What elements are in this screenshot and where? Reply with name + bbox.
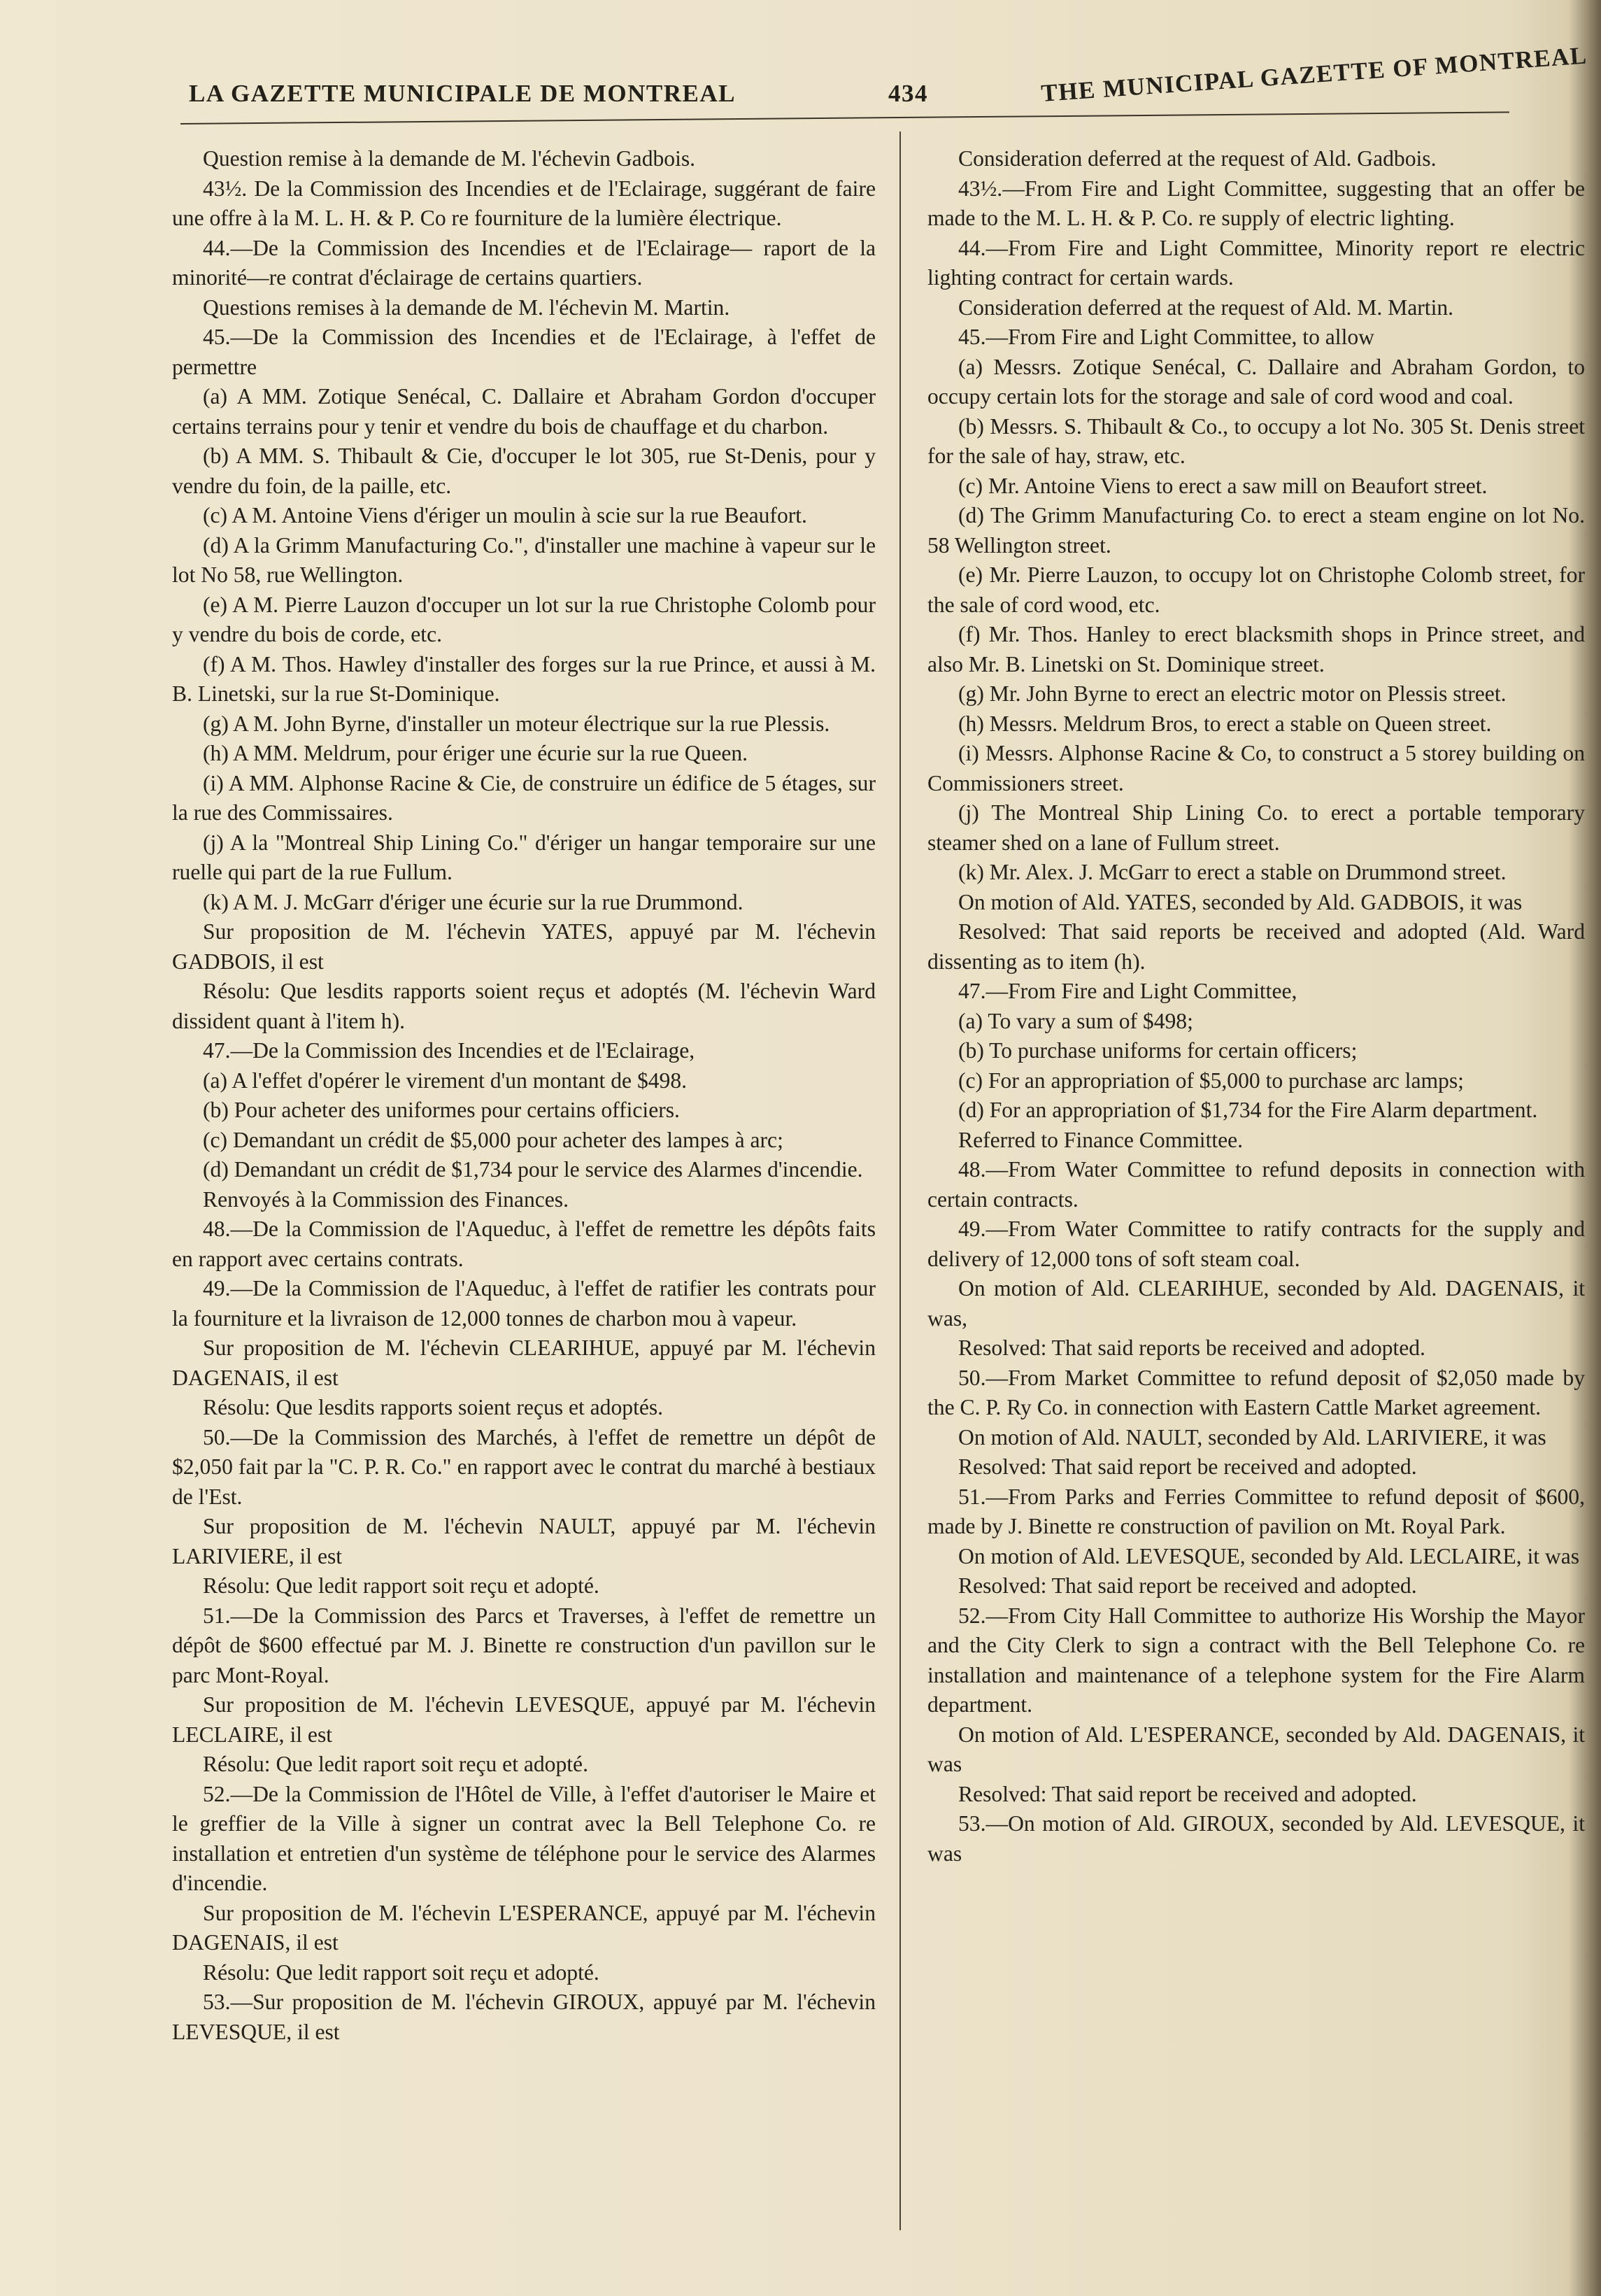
french-paragraph: Renvoyés à la Commission des Finances. bbox=[203, 1186, 569, 1212]
english-paragraph: (b) To purchase uniforms for certain officers; bbox=[958, 1038, 1358, 1063]
english-column bbox=[927, 144, 1585, 1869]
english-paragraph: (j) The Montreal Ship Lining Co. to erect a portable temporary steamer shed on a lane of Fullum street. bbox=[927, 800, 1585, 855]
french-column bbox=[172, 144, 876, 2047]
english-paragraph: 45.—From Fire and Light Committee, to allow bbox=[958, 325, 1374, 349]
french-paragraph: (h) A MM. Meldrum, pour ériger une écurie sur la rue Queen. bbox=[203, 741, 748, 765]
french-paragraph: (a) A l'effet d'opérer le virement d'un montant de $498. bbox=[203, 1068, 688, 1093]
french-paragraph: (a) A MM. Zotique Senécal, C. Dallaire et Abraham Gordon d'occuper certains terrains pour y tenir et vendre du bois de chauffage et du charbon. bbox=[172, 384, 876, 439]
english-paragraph: 44.—From Fire and Light Committee, Minority report re electric lighting contract for certain wards. bbox=[927, 235, 1585, 290]
english-paragraph: 52.—From City Hall Committee to authorize His Worship the Mayor and the City Clerk to sign a contract with the Bell Telephone Co. re installation and maintenance of a telephone system for the Fire Alarm department. bbox=[927, 1603, 1585, 1717]
english-paragraph: (e) Mr. Pierre Lauzon, to occupy lot on Christophe Colomb street, for the sale of cord wood, etc. bbox=[927, 562, 1585, 617]
english-paragraph: 53.—On motion of Ald. GIROUX, seconded by Ald. LEVESQUE, it was bbox=[927, 1811, 1585, 1866]
french-paragraph: 52.—De la Commission de l'Hôtel de Ville, à l'effet d'autoriser le Maire et le greffier de la Ville à signer un contrat avec la Bell Telephone Co. re installation et entretien d'un système de téléphone pour le service des Alarmes d'incendie. bbox=[172, 1781, 876, 1895]
french-paragraph: 51.—De la Commission des Parcs et Traverses, à l'effet de remettre un dépôt de $600 effectué par M. J. Binette re construction d'un pavillon sur le parc Mont-Royal. bbox=[172, 1603, 876, 1687]
french-paragraph: Questions remises à la demande de M. l'échevin M. Martin. bbox=[203, 295, 730, 320]
english-paragraph: On motion of Ald. CLEARIHUE, seconded by Ald. DAGENAIS, it was, bbox=[927, 1276, 1585, 1331]
english-paragraph: (a) To vary a sum of $498; bbox=[958, 1008, 1193, 1033]
english-paragraph: (i) Messrs. Alphonse Racine & Co, to construct a 5 storey building on Commissioners street. bbox=[927, 741, 1585, 795]
english-paragraph: (a) Messrs. Zotique Senécal, C. Dallaire and Abraham Gordon, to occupy certain lots for the storage and sale of cord wood and coal. bbox=[927, 354, 1585, 409]
english-paragraph: On motion of Ald. NAULT, seconded by Ald. LARIVIERE, it was bbox=[958, 1424, 1546, 1450]
french-paragraph: 43½. De la Commission des Incendies et de l'Eclairage, suggérant de faire une offre à la M. L. H. & P. Co re fourniture de la lumière électrique. bbox=[172, 176, 876, 230]
english-paragraph: (b) Messrs. S. Thibault & Co., to occupy a lot No. 305 St. Denis street for the sale of hay, straw, etc. bbox=[927, 413, 1585, 468]
english-paragraph: Referred to Finance Committee. bbox=[958, 1127, 1244, 1152]
french-paragraph: (d) A la Grimm Manufacturing Co.", d'installer une machine à vapeur sur le lot No 58, rue Wellington. bbox=[172, 532, 876, 587]
english-paragraph: Consideration deferred at the request of Ald. Gadbois. bbox=[958, 146, 1437, 171]
column-divider bbox=[899, 132, 901, 2230]
header-french-title: LA GAZETTE MUNICIPALE DE MONTREAL bbox=[189, 80, 737, 107]
english-paragraph: Resolved: That said report be received and adopted. bbox=[958, 1781, 1417, 1806]
english-paragraph: On motion of Ald. L'ESPERANCE, seconded by Ald. DAGENAIS, it was bbox=[927, 1722, 1585, 1776]
french-paragraph: (e) A M. Pierre Lauzon d'occuper un lot sur la rue Christophe Colomb pour y vendre du bois de corde, etc. bbox=[172, 592, 876, 646]
french-paragraph: Sur proposition de M. l'échevin LEVESQUE, appuyé par M. l'échevin LECLAIRE, il est bbox=[172, 1692, 876, 1747]
page-number: 434 bbox=[888, 80, 928, 107]
french-paragraph: 49.—De la Commission de l'Aqueduc, à l'effet de ratifier les contrats pour la fourniture et la livraison de 12,000 tonnes de charbon mou à vapeur. bbox=[172, 1276, 876, 1331]
english-paragraph: 43½.—From Fire and Light Committee, suggesting that an offer be made to the M. L. H. & P. Co. re supply of electric lighting. bbox=[927, 176, 1585, 230]
french-paragraph: (j) A la "Montreal Ship Lining Co." d'ériger un hangar temporaire sur une ruelle qui part de la rue Fullum. bbox=[172, 830, 876, 884]
french-paragraph: (c) A M. Antoine Viens d'ériger un moulin à scie sur la rue Beaufort. bbox=[203, 503, 807, 527]
english-paragraph: (d) The Grimm Manufacturing Co. to erect a steam engine on lot No. 58 Wellington street. bbox=[927, 503, 1585, 558]
french-paragraph: (d) Demandant un crédit de $1,734 pour le service des Alarmes d'incendie. bbox=[203, 1157, 863, 1182]
french-paragraph: Sur proposition de M. l'échevin L'ESPERANCE, appuyé par M. l'échevin DAGENAIS, il est bbox=[172, 1900, 876, 1955]
french-paragraph: (g) A M. John Byrne, d'installer un moteur électrique sur la rue Plessis. bbox=[203, 711, 830, 736]
french-paragraph: Sur proposition de M. l'échevin CLEARIHUE, appuyé par M. l'échevin DAGENAIS, il est bbox=[172, 1335, 876, 1390]
english-paragraph: 50.—From Market Committee to refund deposit of $2,050 made by the C. P. Ry Co. in connection with Eastern Cattle Market agreement. bbox=[927, 1365, 1585, 1419]
french-paragraph: Sur proposition de M. l'échevin YATES, appuyé par M. l'échevin GADBOIS, il est bbox=[172, 919, 876, 974]
english-paragraph: Resolved: That said reports be received and adopted (Ald. Ward dissenting as to item (h). bbox=[927, 919, 1585, 974]
french-paragraph: (i) A MM. Alphonse Racine & Cie, de construire un édifice de 5 étages, sur la rue des Commissaires. bbox=[172, 770, 876, 825]
french-paragraph: (f) A M. Thos. Hawley d'installer des forges sur la rue Prince, et aussi à M. B. Linetski, sur la rue St-Dominique. bbox=[172, 651, 876, 706]
french-paragraph: (k) A M. J. McGarr d'ériger une écurie sur la rue Drummond. bbox=[203, 889, 743, 914]
english-paragraph: (g) Mr. John Byrne to erect an electric motor on Plessis street. bbox=[958, 681, 1507, 706]
french-paragraph: Sur proposition de M. l'échevin NAULT, appuyé par M. l'échevin LARIVIERE, il est bbox=[172, 1514, 876, 1568]
french-paragraph: (b) A MM. S. Thibault & Cie, d'occuper le lot 305, rue St-Denis, pour y vendre du foin, de la paille, etc. bbox=[172, 444, 876, 498]
french-paragraph: Résolu: Que ledit rapport soit reçu et adopté. bbox=[203, 1960, 599, 1985]
french-paragraph: Résolu: Que lesdits rapports soient reçus et adoptés. bbox=[203, 1395, 664, 1419]
english-paragraph: 48.—From Water Committee to refund deposits in connection with certain contracts. bbox=[927, 1157, 1585, 1212]
french-paragraph: 45.—De la Commission des Incendies et de l'Eclairage, à l'effet de permettre bbox=[172, 325, 876, 379]
french-paragraph: (c) Demandant un crédit de $5,000 pour acheter des lampes à arc; bbox=[203, 1127, 783, 1152]
english-paragraph: 49.—From Water Committee to ratify contracts for the supply and delivery of 12,000 tons of soft steam coal. bbox=[927, 1217, 1585, 1271]
french-paragraph: (b) Pour acheter des uniformes pour certains officiers. bbox=[203, 1098, 680, 1122]
english-paragraph: (c) Mr. Antoine Viens to erect a saw mill on Beaufort street. bbox=[958, 473, 1488, 498]
english-paragraph: Resolved: That said reports be received and adopted. bbox=[958, 1335, 1425, 1360]
french-paragraph: 50.—De la Commission des Marchés, à l'effet de remettre un dépôt de $2,050 fait par la "C. P. R. Co." en rapport avec le contrat du marché à bestiaux de l'Est. bbox=[172, 1424, 876, 1509]
french-paragraph: Question remise à la demande de M. l'échevin Gadbois. bbox=[203, 146, 696, 171]
french-paragraph: 47.—De la Commission des Incendies et de l'Eclairage, bbox=[203, 1038, 695, 1063]
english-paragraph: (c) For an appropriation of $5,000 to purchase arc lamps; bbox=[958, 1068, 1464, 1093]
english-paragraph: On motion of Ald. LEVESQUE, seconded by Ald. LECLAIRE, it was bbox=[958, 1543, 1580, 1568]
english-paragraph: On motion of Ald. YATES, seconded by Ald. GADBOIS, it was bbox=[958, 889, 1523, 914]
french-paragraph: Résolu: Que ledit rapport soit reçu et adopté. bbox=[203, 1573, 599, 1598]
french-paragraph: Résolu: Que ledit raport soit reçu et adopté. bbox=[203, 1752, 588, 1776]
english-paragraph: (d) For an appropriation of $1,734 for the Fire Alarm department. bbox=[958, 1098, 1538, 1122]
french-paragraph: 44.—De la Commission des Incendies et de l'Eclairage— raport de la minorité—re contrat d'éclairage de certains quartiers. bbox=[172, 235, 876, 290]
english-paragraph: Resolved: That said report be received and adopted. bbox=[958, 1573, 1417, 1598]
english-paragraph: 51.—From Parks and Ferries Committee to refund deposit of $600, made by J. Binette re construction of pavilion on Mt. Royal Park. bbox=[927, 1484, 1585, 1538]
english-paragraph: Consideration deferred at the request of Ald. M. Martin. bbox=[958, 295, 1454, 320]
english-paragraph: 47.—From Fire and Light Committee, bbox=[958, 979, 1297, 1003]
french-paragraph: Résolu: Que lesdits rapports soient reçus et adoptés (M. l'échevin Ward dissident quant à l'item h). bbox=[172, 979, 876, 1033]
english-paragraph: (f) Mr. Thos. Hanley to erect blacksmith shops in Prince street, and also Mr. B. Linetski on St. Dominique street. bbox=[927, 622, 1585, 676]
french-paragraph: 48.—De la Commission de l'Aqueduc, à l'effet de remettre les dépôts faits en rapport avec certains contrats. bbox=[172, 1217, 876, 1271]
english-paragraph: Resolved: That said report be received and adopted. bbox=[958, 1454, 1417, 1479]
english-paragraph: (h) Messrs. Meldrum Bros, to erect a stable on Queen street. bbox=[958, 711, 1492, 736]
header-english-title: THE MUNICIPAL GAZETTE OF MONTREAL bbox=[1040, 41, 1588, 108]
english-paragraph: (k) Mr. Alex. J. McGarr to erect a stable on Drummond street. bbox=[958, 860, 1507, 884]
french-paragraph: 53.—Sur proposition de M. l'échevin GIROUX, appuyé par M. l'échevin LEVESQUE, il est bbox=[172, 1990, 876, 2044]
